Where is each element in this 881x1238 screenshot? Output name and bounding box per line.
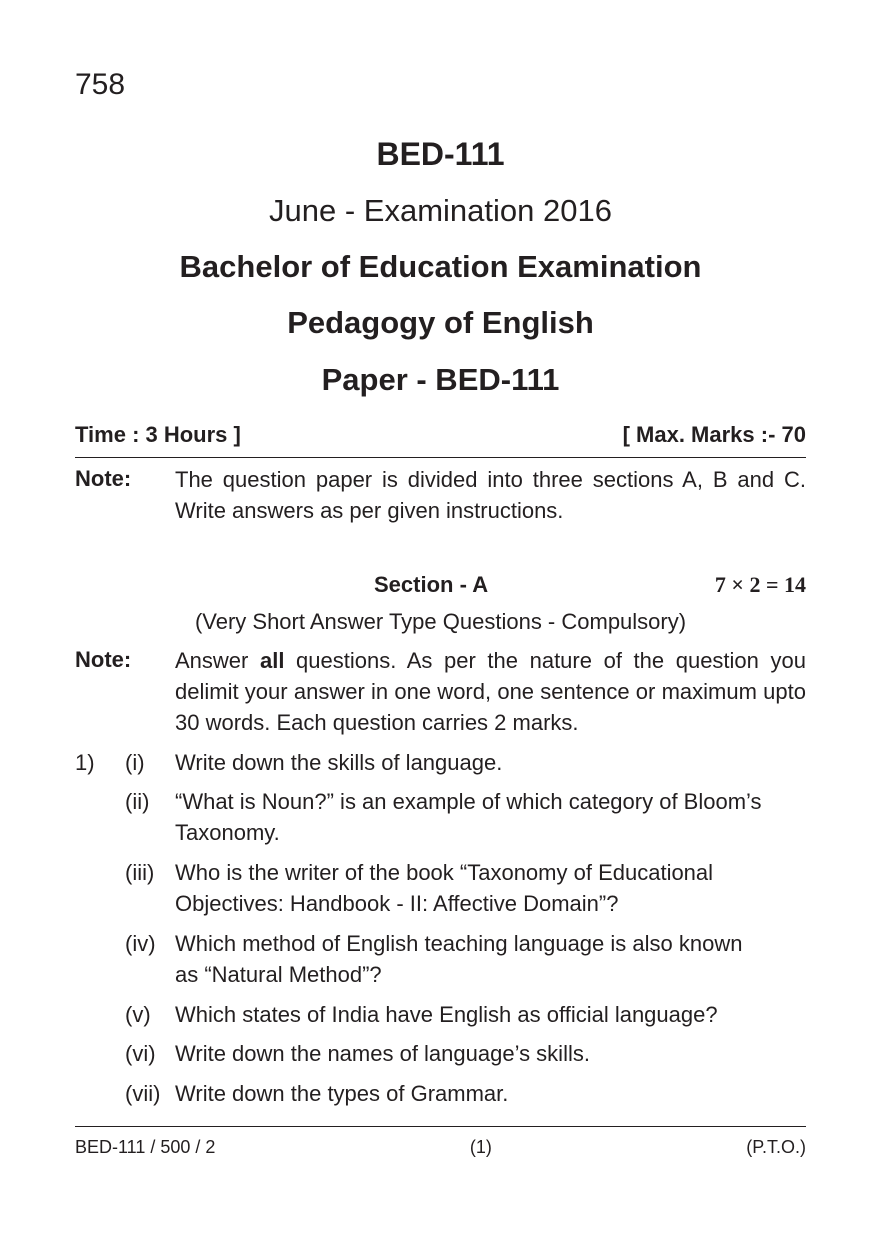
note-text-bold: all [259,648,285,673]
section-subtitle: (Very Short Answer Type Questions - Compulsory) [194,609,687,634]
part-number: (ii) [125,789,150,814]
degree-title: Bachelor of Education Examination [179,249,702,284]
exam-session: June - Examination 2016 [269,193,612,228]
footer-page: (1) [469,1137,492,1157]
part-number: (v) [125,1002,151,1027]
note-instructions [175,645,806,738]
page-number: 758 [75,68,126,101]
part-number: (iv) [125,931,156,956]
part-text: Write down the names of language’s skills. [175,1041,590,1066]
part-number: (i) [125,750,145,775]
part-text: Write down the skills of language. [175,750,503,775]
note-text-after: questions. As per the nature of the question you delimit your answer in one word, one sentence or maximum upto 30 words. Each question carries 2 marks. [175,648,806,735]
note-text-before: Answer [175,648,260,673]
note-label-2: Note: [75,647,132,672]
part-number: (vi) [125,1041,156,1066]
header-divider [75,457,806,458]
part-number: (vii) [125,1081,161,1106]
part-text: Which states of India have English as official language? [175,1002,718,1027]
section-title: Section - A [374,572,489,597]
part-text: “What is Noun?” is an example of which category of Bloom’s Taxonomy. [175,789,762,845]
part-text: Which method of English teaching language is also known as “Natural Method”? [175,931,743,987]
max-marks: [ Max. Marks :- 70 [622,422,806,447]
part-number: (iii) [125,860,155,885]
footer-divider [75,1126,806,1127]
question-number: 1) [75,750,95,775]
time-allowed: Time : 3 Hours ] [75,422,241,447]
time-marks-row [75,422,806,448]
note-text: The question paper is divided into three sections A, B and C. Write answers as per given instructions. [175,467,806,523]
note-label: Note: [75,466,132,491]
footer [75,1137,806,1158]
section-marks: 7 × 2 = 14 [714,572,806,597]
part-text: Write down the types of Grammar. [175,1081,509,1106]
footer-code: BED-111 / 500 / 2 [75,1137,216,1157]
part-text: Who is the writer of the book “Taxonomy of Educational Objectives: Handbook - II: Affective Domain”? [175,860,714,916]
footer-pto: (P.T.O.) [746,1137,806,1157]
subject-title: Pedagogy of English [287,305,594,340]
paper-title: Paper - BED-111 [321,362,560,397]
course-code: BED-111 [376,136,505,172]
